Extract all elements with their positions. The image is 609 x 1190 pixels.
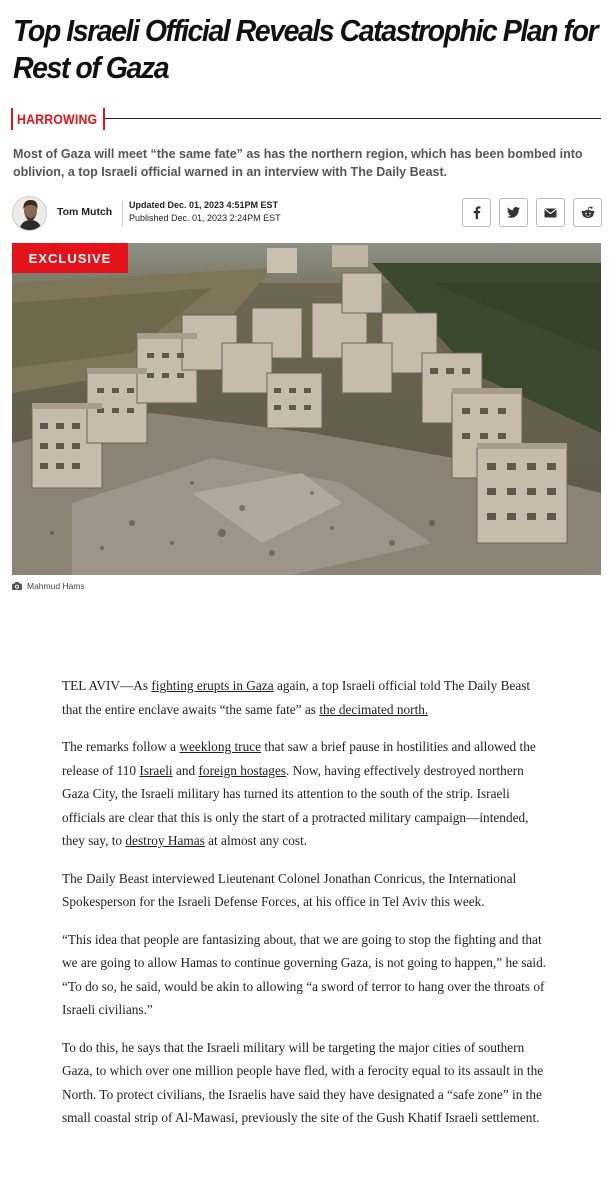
- author-name[interactable]: Tom Mutch: [57, 206, 113, 218]
- exclusive-badge: EXCLUSIVE: [12, 243, 128, 273]
- tag-bracket-left: [11, 108, 13, 130]
- section-tag: [11, 106, 601, 132]
- text-run: at almost any cost.: [204, 833, 308, 848]
- author-avatar[interactable]: [12, 196, 47, 231]
- share-twitter-button[interactable]: [499, 198, 528, 227]
- share-facebook-button[interactable]: [462, 198, 491, 227]
- link-foreign-hostages[interactable]: foreign hostages: [198, 762, 287, 778]
- article-body: [62, 674, 552, 1144]
- share-email-button[interactable]: [536, 198, 565, 227]
- tag-label[interactable]: HARROWING: [17, 111, 98, 127]
- text-run: and: [172, 762, 199, 778]
- hero-image[interactable]: [12, 243, 601, 575]
- text-run: TEL AVIV—As: [62, 678, 152, 693]
- twitter-icon: [507, 207, 520, 218]
- text-run: that saw a brief pause in hostilities and allowed the release of 110: [62, 739, 536, 778]
- paragraph-4: “This idea that people are fantasizing about, that we are going to stop the fighting and that we are going to allow Hamas to continue governing Gaza, is not going to happen,” he said. “To do so, he said, would be akin to allowing “a sword of terror to hang over the throats of Israeli civilians.”: [62, 931, 547, 1017]
- share-reddit-button[interactable]: [573, 198, 602, 227]
- link-destroy-hamas[interactable]: destroy Hamas: [125, 833, 205, 848]
- article-dek: Most of Gaza will meet “the same fate” as has the northern region, which has been bombed into oblivion, a top Israeli official warned in an interview with The Daily Beast.: [13, 147, 583, 179]
- paragraph-3: The Daily Beast interviewed Lieutenant Colonel Jonathan Conricus, the International Spokesperson for the Israeli Defense Forces, at his office in Tel Aviv this week.: [62, 870, 517, 909]
- tag-bracket-right: [103, 108, 105, 130]
- email-icon: [544, 208, 557, 218]
- link-decimated-north[interactable]: the decimated north.: [319, 701, 429, 717]
- published-date: Published Dec. 01, 2023 2:24PM EST: [129, 213, 281, 223]
- byline-divider: [122, 201, 123, 227]
- photo-credit-name: Mahmud Hams: [27, 581, 85, 591]
- photo-credit: [12, 580, 85, 592]
- article-dates: [129, 199, 281, 225]
- byline: [12, 196, 602, 232]
- destroyed-buildings-photo: [12, 243, 601, 575]
- camera-icon: [12, 582, 22, 590]
- link-israeli[interactable]: Israeli: [139, 762, 173, 778]
- tag-rule: [105, 118, 601, 119]
- paragraph-1: [62, 674, 552, 721]
- text-run: . Now, having effectively destroyed northern Gaza City, the Israeli military has turned its attention to the south of the strip. Israeli officials are clear that this is only the start of a protracted military campaign—intended, they say, to: [62, 762, 529, 848]
- text-run: again, a top Israeli official told The Daily Beast that the entire enclave awaits “the same fate” as: [62, 678, 531, 717]
- updated-date: Updated Dec. 01, 2023 4:51PM EST: [129, 200, 279, 210]
- reddit-icon: [581, 206, 595, 219]
- link-weeklong-truce[interactable]: weeklong truce: [179, 739, 262, 754]
- article-headline: Top Israeli Official Reveals Catastrophic Plan for Rest of Gaza: [13, 13, 598, 85]
- paragraph-5: To do this, he says that the Israeli military will be targeting the major cities of southern Gaza, to which over one million people have fled, with a ferocity equal to its assault in the North. To protect civilians, the Israelis have said they have designated a “safe zone” in the small coastal strip of Al-Mawasi, previously the site of the Gush Khatif Israeli settlement.: [62, 1039, 544, 1125]
- paragraph-2: [62, 735, 552, 853]
- link-fighting-erupts[interactable]: fighting erupts in Gaza: [151, 678, 274, 693]
- text-run: The remarks follow a: [62, 739, 180, 754]
- facebook-icon: [471, 206, 483, 219]
